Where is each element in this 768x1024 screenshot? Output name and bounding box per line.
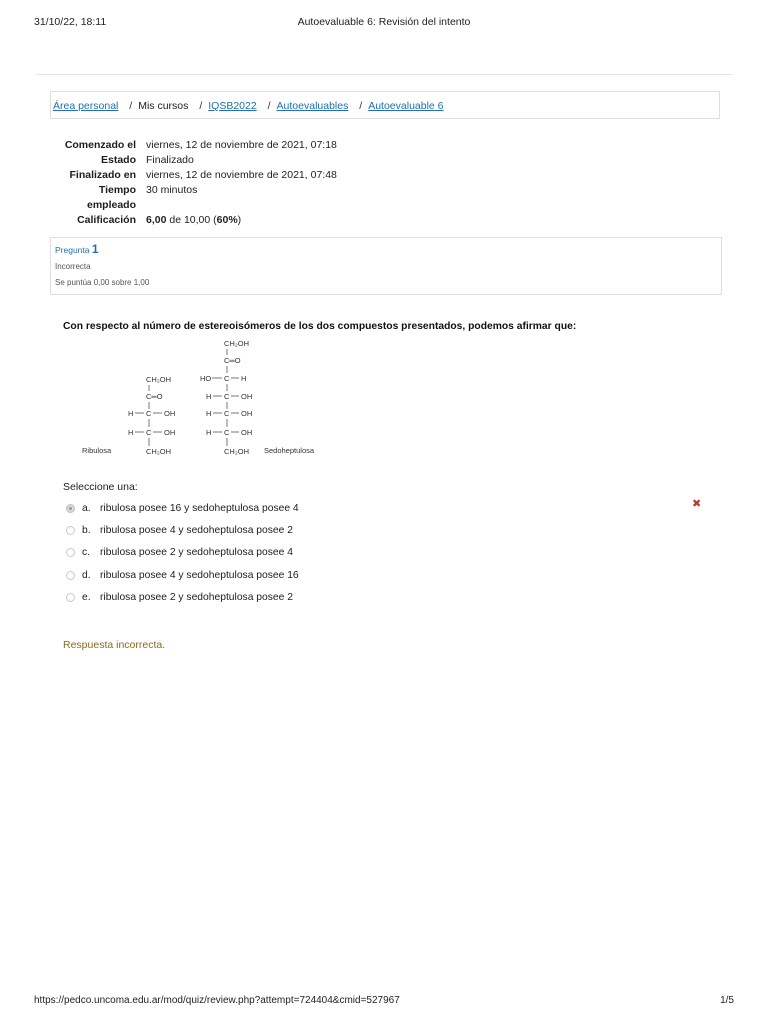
ribulosa-name: Ribulosa (82, 446, 112, 455)
sedoheptulosa-r5-left: H (206, 409, 212, 418)
sedoheptulosa-r3-left: HO (200, 374, 212, 383)
breadcrumb-autoevaluables[interactable]: Autoevaluables (276, 100, 349, 112)
radio-button-checked[interactable] (66, 504, 75, 513)
sedoheptulosa-r5-right: OH (241, 409, 253, 418)
option-letter: d. (82, 569, 91, 581)
question-grade: Se puntúa 0,00 sobre 1,00 (55, 278, 150, 287)
breadcrumb-area-personal[interactable]: Área personal (53, 100, 119, 112)
started-value: viernes, 12 de noviembre de 2021, 07:18 (146, 139, 337, 151)
summary-grade-row (50, 213, 337, 228)
answer-option-d[interactable] (66, 564, 299, 586)
summary-started-row (50, 138, 337, 153)
summary-finished-row (50, 168, 337, 183)
sedoheptulosa-r3-right: H (241, 374, 247, 383)
sedoheptulosa-r4-left: H (206, 392, 212, 401)
option-text: ribulosa posee 2 y sedoheptulosa posee 4 (100, 547, 293, 559)
state-value: Finalizado (146, 154, 194, 166)
sedoheptulosa-top: CH₂OH (224, 339, 249, 348)
sedoheptulosa-r6-right: OH (241, 428, 253, 437)
ribulosa-r4-c: C (146, 428, 152, 437)
radio-button[interactable] (66, 526, 75, 535)
state-label: Estado (100, 154, 136, 166)
option-text: ribulosa posee 2 y sedoheptulosa posee 2 (100, 591, 293, 603)
summary-state-row (50, 153, 337, 168)
option-letter: e. (82, 591, 91, 603)
grade-percent: 60% (216, 214, 238, 226)
sedoheptulosa-r4-right: OH (241, 392, 253, 401)
sedoheptulosa-bottom: CH₂OH (224, 447, 249, 456)
sedoheptulosa-r3-c: C (224, 374, 230, 383)
option-text: ribulosa posee 4 y sedoheptulosa posee 2 (100, 524, 293, 536)
option-letter: a. (82, 502, 91, 514)
question-prefix: Pregunta (55, 245, 90, 255)
ribulosa-top: CH₂OH (146, 375, 171, 384)
time-label-1: Tiempo (98, 184, 136, 196)
time-label-2: empleado (86, 199, 136, 211)
top-divider (36, 74, 733, 75)
grade-close: ) (237, 214, 242, 226)
question-info-box (50, 237, 722, 295)
option-text: ribulosa posee 16 y sedoheptulosa posee 4 (100, 502, 299, 514)
incorrect-cross-icon: ✖ (692, 498, 702, 510)
question-number (55, 242, 721, 256)
question-number-value: 1 (91, 242, 99, 256)
answer-option-a[interactable] (66, 497, 299, 519)
attempt-summary (50, 138, 337, 228)
ribulosa-c2: C═O (146, 392, 163, 401)
answer-options (66, 497, 299, 608)
print-url: https://pedco.uncoma.edu.ar/mod/quiz/review.php?attempt=724404&cmid=527967 (34, 995, 400, 1006)
grade-of: de 10,00 ( (169, 214, 217, 226)
breadcrumb-separator: / (129, 100, 133, 112)
sedoheptulosa-c2: C═O (224, 356, 241, 365)
ribulosa-bottom: CH₂OH (146, 447, 171, 456)
select-one-label: Seleccione una: (63, 481, 138, 493)
print-date: 31/10/22, 18:11 (34, 16, 107, 28)
radio-button[interactable] (66, 548, 75, 557)
answer-option-e[interactable] (66, 586, 299, 608)
ribulosa-r3-right: OH (164, 409, 176, 418)
answer-feedback: Respuesta incorrecta. (63, 639, 166, 651)
breadcrumb-autoevaluable-6[interactable]: Autoevaluable 6 (368, 100, 444, 112)
ribulosa-r4-left: H (128, 428, 134, 437)
sedoheptulosa-r6-c: C (224, 428, 230, 437)
grade-value (146, 213, 241, 228)
breadcrumb-mis-cursos: Mis cursos (138, 100, 189, 112)
ribulosa-r3-left: H (128, 409, 134, 418)
question-text: Con respecto al número de estereoisómeros de los dos compuestos presentados, podemos afirmar que: (63, 321, 577, 332)
answer-option-c[interactable] (66, 542, 299, 564)
molecule-structures (76, 334, 336, 462)
breadcrumb-course[interactable]: IQSB2022 (208, 100, 257, 112)
answer-option-b[interactable] (66, 519, 299, 541)
sedoheptulosa-r5-c: C (224, 409, 230, 418)
print-page-number: 1/5 (720, 995, 734, 1006)
radio-button[interactable] (66, 571, 75, 580)
option-letter: c. (82, 547, 91, 559)
grade-label: Calificación (77, 214, 136, 226)
option-letter: b. (82, 524, 91, 536)
breadcrumb (50, 91, 720, 119)
radio-button[interactable] (66, 593, 75, 602)
summary-time-row (50, 183, 337, 213)
started-label: Comenzado el (64, 139, 136, 151)
finished-label: Finalizado en (69, 169, 136, 181)
grade-score: 6,00 (146, 214, 167, 226)
ribulosa-r4-right: OH (164, 428, 176, 437)
option-text: ribulosa posee 4 y sedoheptulosa posee 16 (100, 569, 299, 581)
finished-value: viernes, 12 de noviembre de 2021, 07:48 (146, 169, 337, 181)
sedoheptulosa-r6-left: H (206, 428, 212, 437)
print-header (34, 16, 734, 32)
time-value: 30 minutos (146, 184, 198, 196)
breadcrumb-separator: / (359, 100, 363, 112)
sedoheptulosa-name: Sedoheptulosa (264, 446, 315, 455)
time-label (50, 183, 146, 213)
ribulosa-r3-c: C (146, 409, 152, 418)
sedoheptulosa-r4-c: C (224, 392, 230, 401)
breadcrumb-separator: / (267, 100, 271, 112)
print-title: Autoevaluable 6: Revisión del intento (297, 16, 471, 28)
breadcrumb-separator: / (199, 100, 203, 112)
question-state: Incorrecta (55, 262, 91, 271)
